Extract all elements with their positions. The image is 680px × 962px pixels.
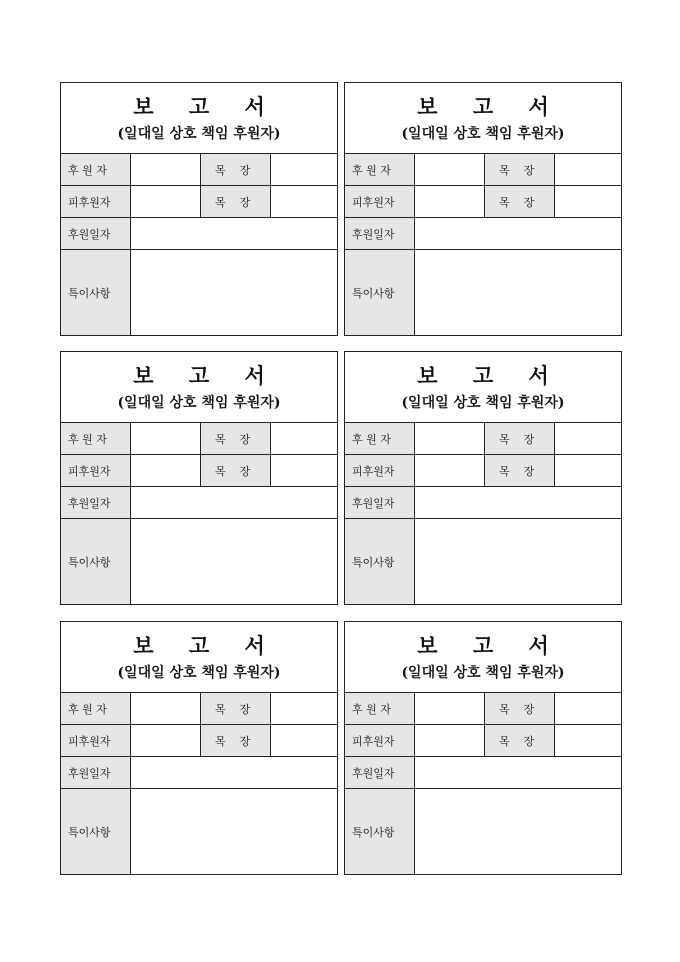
recipient-pastor-field[interactable] bbox=[271, 186, 337, 217]
recipient-row bbox=[345, 186, 621, 218]
card-header bbox=[345, 83, 621, 154]
recipient-pastor-label: 목 장 bbox=[201, 186, 271, 217]
card-title: 보 고 서 bbox=[417, 94, 563, 119]
date-field[interactable] bbox=[131, 487, 337, 518]
sponsor-field[interactable] bbox=[415, 154, 485, 185]
sponsor-field[interactable] bbox=[131, 154, 201, 185]
card-subtitle: (일대일 상호 책임 후원자) bbox=[117, 665, 281, 681]
recipient-field[interactable] bbox=[415, 455, 485, 486]
notes-row bbox=[61, 519, 337, 604]
recipient-field[interactable] bbox=[415, 725, 485, 756]
sponsor-label: 후 원 자 bbox=[61, 693, 131, 724]
card-subtitle: (일대일 상호 책임 후원자) bbox=[117, 395, 281, 411]
date-field[interactable] bbox=[131, 218, 337, 249]
date-label: 후원일자 bbox=[61, 757, 131, 788]
date-label: 후원일자 bbox=[345, 487, 415, 518]
recipient-pastor-field[interactable] bbox=[271, 455, 337, 486]
recipient-row bbox=[61, 725, 337, 757]
sponsor-row bbox=[61, 693, 337, 725]
recipient-pastor-label: 목 장 bbox=[485, 725, 555, 756]
sponsor-label: 후 원 자 bbox=[345, 423, 415, 454]
sponsor-pastor-field[interactable] bbox=[555, 423, 621, 454]
sponsor-pastor-field[interactable] bbox=[271, 423, 337, 454]
recipient-field[interactable] bbox=[415, 186, 485, 217]
recipient-pastor-label: 목 장 bbox=[485, 455, 555, 486]
date-label: 후원일자 bbox=[345, 218, 415, 249]
notes-row bbox=[345, 250, 621, 335]
card-subtitle: (일대일 상호 책임 후원자) bbox=[401, 665, 565, 681]
notes-row bbox=[345, 519, 621, 604]
recipient-pastor-field[interactable] bbox=[555, 186, 621, 217]
report-card bbox=[344, 621, 622, 875]
report-card bbox=[60, 82, 338, 336]
sponsor-row bbox=[345, 693, 621, 725]
recipient-label: 피후원자 bbox=[61, 455, 131, 486]
date-label: 후원일자 bbox=[345, 757, 415, 788]
notes-label: 특이사항 bbox=[61, 250, 131, 335]
recipient-row bbox=[61, 455, 337, 487]
date-label: 후원일자 bbox=[61, 218, 131, 249]
recipient-pastor-field[interactable] bbox=[555, 725, 621, 756]
notes-row bbox=[61, 250, 337, 335]
recipient-label: 피후원자 bbox=[61, 725, 131, 756]
recipient-label: 피후원자 bbox=[345, 725, 415, 756]
notes-field[interactable] bbox=[131, 789, 337, 874]
report-card bbox=[344, 351, 622, 605]
sponsor-label: 후 원 자 bbox=[345, 154, 415, 185]
sponsor-field[interactable] bbox=[131, 423, 201, 454]
recipient-field[interactable] bbox=[131, 186, 201, 217]
card-title: 보 고 서 bbox=[417, 363, 563, 388]
date-field[interactable] bbox=[415, 487, 621, 518]
notes-field[interactable] bbox=[415, 250, 621, 335]
notes-label: 특이사항 bbox=[61, 519, 131, 604]
date-row bbox=[61, 218, 337, 250]
sponsor-pastor-field[interactable] bbox=[555, 154, 621, 185]
sponsor-row bbox=[61, 154, 337, 186]
recipient-label: 피후원자 bbox=[345, 186, 415, 217]
date-row bbox=[345, 757, 621, 789]
notes-field[interactable] bbox=[415, 789, 621, 874]
sponsor-row bbox=[345, 154, 621, 186]
sponsor-pastor-field[interactable] bbox=[271, 693, 337, 724]
date-field[interactable] bbox=[131, 757, 337, 788]
sponsor-pastor-label: 목 장 bbox=[201, 693, 271, 724]
notes-row bbox=[61, 789, 337, 874]
card-header bbox=[345, 622, 621, 693]
sponsor-field[interactable] bbox=[415, 423, 485, 454]
recipient-row bbox=[345, 725, 621, 757]
card-header bbox=[345, 352, 621, 423]
date-label: 후원일자 bbox=[61, 487, 131, 518]
notes-field[interactable] bbox=[131, 250, 337, 335]
notes-row bbox=[345, 789, 621, 874]
report-card bbox=[344, 82, 622, 336]
date-field[interactable] bbox=[415, 757, 621, 788]
notes-field[interactable] bbox=[131, 519, 337, 604]
card-title: 보 고 서 bbox=[133, 94, 279, 119]
card-header bbox=[61, 352, 337, 423]
sponsor-field[interactable] bbox=[415, 693, 485, 724]
sponsor-pastor-label: 목 장 bbox=[201, 154, 271, 185]
recipient-row bbox=[61, 186, 337, 218]
notes-label: 특이사항 bbox=[61, 789, 131, 874]
sponsor-row bbox=[61, 423, 337, 455]
date-row bbox=[345, 218, 621, 250]
date-row bbox=[345, 487, 621, 519]
sponsor-label: 후 원 자 bbox=[345, 693, 415, 724]
notes-label: 특이사항 bbox=[345, 789, 415, 874]
sponsor-pastor-label: 목 장 bbox=[485, 154, 555, 185]
report-card bbox=[60, 621, 338, 875]
notes-label: 특이사항 bbox=[345, 519, 415, 604]
date-field[interactable] bbox=[415, 218, 621, 249]
recipient-field[interactable] bbox=[131, 725, 201, 756]
card-subtitle: (일대일 상호 책임 후원자) bbox=[401, 395, 565, 411]
sponsor-label: 후 원 자 bbox=[61, 423, 131, 454]
date-row bbox=[61, 757, 337, 789]
recipient-pastor-field[interactable] bbox=[271, 725, 337, 756]
notes-label: 특이사항 bbox=[345, 250, 415, 335]
sponsor-label: 후 원 자 bbox=[61, 154, 131, 185]
recipient-label: 피후원자 bbox=[61, 186, 131, 217]
sponsor-pastor-label: 목 장 bbox=[201, 423, 271, 454]
sponsor-pastor-label: 목 장 bbox=[485, 423, 555, 454]
recipient-row bbox=[345, 455, 621, 487]
card-title: 보 고 서 bbox=[133, 363, 279, 388]
card-subtitle: (일대일 상호 책임 후원자) bbox=[401, 126, 565, 142]
card-header bbox=[61, 622, 337, 693]
recipient-pastor-label: 목 장 bbox=[201, 725, 271, 756]
sponsor-pastor-field[interactable] bbox=[555, 693, 621, 724]
recipient-pastor-field[interactable] bbox=[555, 455, 621, 486]
sponsor-pastor-field[interactable] bbox=[271, 154, 337, 185]
card-title: 보 고 서 bbox=[133, 633, 279, 658]
date-row bbox=[61, 487, 337, 519]
recipient-pastor-label: 목 장 bbox=[201, 455, 271, 486]
notes-field[interactable] bbox=[415, 519, 621, 604]
recipient-pastor-label: 목 장 bbox=[485, 186, 555, 217]
sponsor-pastor-label: 목 장 bbox=[485, 693, 555, 724]
card-title: 보 고 서 bbox=[417, 633, 563, 658]
report-card bbox=[60, 351, 338, 605]
sponsor-field[interactable] bbox=[131, 693, 201, 724]
sponsor-row bbox=[345, 423, 621, 455]
recipient-field[interactable] bbox=[131, 455, 201, 486]
recipient-label: 피후원자 bbox=[345, 455, 415, 486]
card-header bbox=[61, 83, 337, 154]
card-subtitle: (일대일 상호 책임 후원자) bbox=[117, 126, 281, 142]
